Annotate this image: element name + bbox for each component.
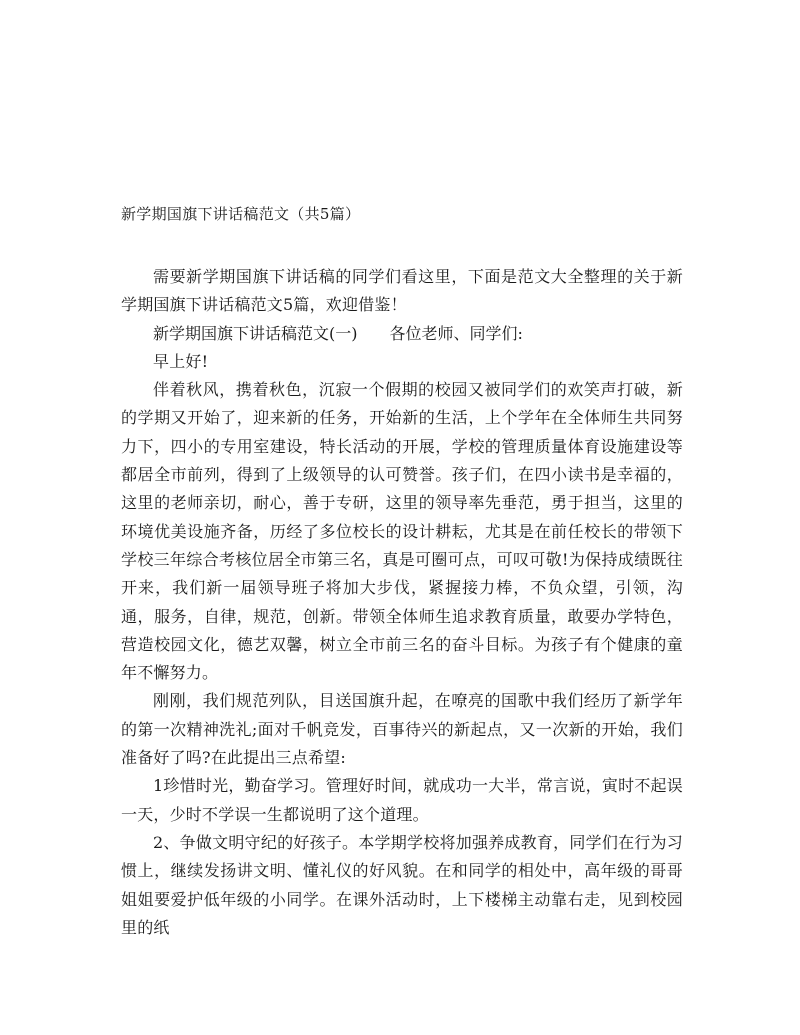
intro-paragraph: 需要新学期国旗下讲话稿的同学们看这里，下面是范文大全整理的关于新学期国旗下讲话稿范文5篇，欢迎借鉴！ bbox=[121, 267, 683, 315]
greeting: 早上好! bbox=[153, 351, 209, 371]
body-paragraph: 2、争做文明守纪的好孩子。本学期学校将加强养成教育，同学们在行为习惯上，继续发扬讲文明、懂礼仪的好风貌。在和同学的相处中，高年级的哥哥姐姐要爱护低年级的小同学。在课外活动时，上下楼梯主动靠右走，见到校园里的纸 bbox=[121, 832, 683, 937]
section-heading-line bbox=[121, 320, 683, 348]
salutation: 各位老师、同学们: bbox=[389, 323, 523, 343]
body-paragraph: 刚刚，我们规范列队，目送国旗升起，在嘹亮的国歌中我们经历了新学年的第一次精神洗礼;面对千帆竞发，百事待兴的新起点，又一次新的开始，我们准备好了吗?在此提出三点希望: bbox=[121, 691, 683, 768]
body-paragraph: 1珍惜时光，勤奋学习。管理好时间，就成功一大半，常言说，寅时不起误一天，少时不学误一生都说明了这个道理。 bbox=[121, 776, 683, 824]
document-title: 新学期国旗下讲话稿范文（共5篇） bbox=[121, 205, 361, 223]
body-paragraph: 伴着秋风，携着秋色，沉寂一个假期的校园又被同学们的欢笑声打破，新的学期又开始了，迎来新的任务，开始新的生活，上个学年在全体师生共同努力下，四小的专用室建设，特长活动的开展，学校的管理质量体育设施建设等都居全市前列，得到了上级领导的认可赞誉。孩子们，在四小读书是幸福的，这里的老师亲切，耐心，善于专研，这里的领导率先垂范，勇于担当，这里的环境优美设施齐备，历经了多位校长的设计耕耘，尤其是在前任校长的带领下学校三年综合考核位居全市第三名，真是可圈可点，可叹可敬!为保持成绩既往开来，我们新一届领导班子将加大步伐，紧握接力棒，不负众望，引领，沟通，服务，自律，规范，创新。带领全体师生追求教育质量，敢要办学特色，营造校园文化，德艺双馨，树立全市前三名的奋斗目标。为孩子有个健康的童年不懈努力。 bbox=[121, 380, 683, 683]
section-heading: 新学期国旗下讲话稿范文(一) bbox=[153, 323, 358, 343]
document-body bbox=[121, 263, 683, 942]
